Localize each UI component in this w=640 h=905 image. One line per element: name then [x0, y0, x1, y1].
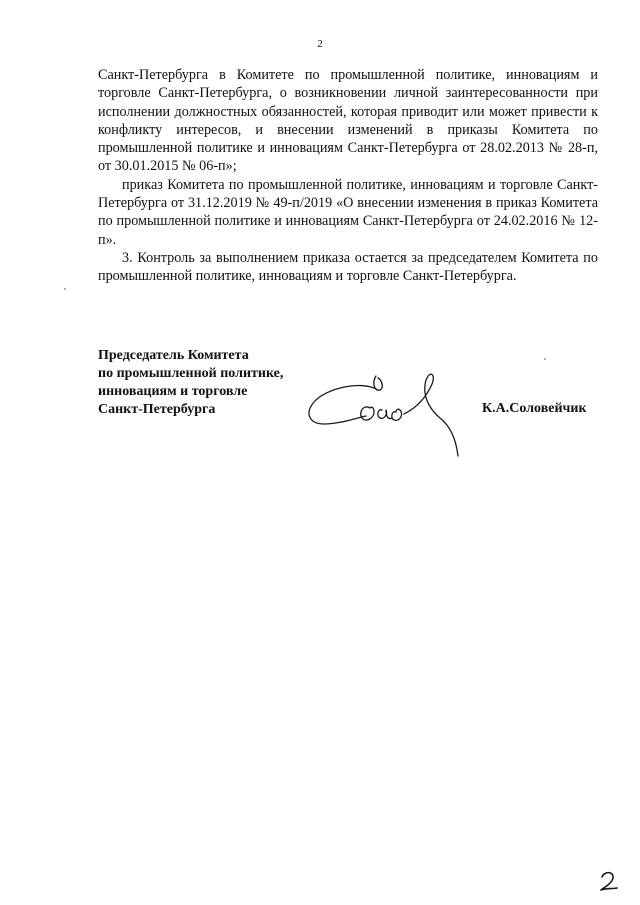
handwritten-signature: [300, 368, 480, 464]
signatory-name: К.А.Соловейчик: [482, 401, 587, 416]
page-number: 2: [317, 38, 323, 50]
handwritten-page-mark: [596, 868, 622, 894]
signatory-title-line: Санкт-Петербурга: [98, 402, 216, 417]
document-body: [98, 66, 598, 286]
scan-artifact: [544, 358, 546, 360]
signatory-title-block: [98, 347, 283, 419]
signatory-title-line: по промышленной политике,: [98, 366, 284, 381]
paragraph-order-reference: приказ Комитета по промышленной политике, инновациям и торговле Санкт-Петербурга от 31.12.2019 № 49-п/2019 «О внесении изменения в приказ Комитета по промышленной политике и инновациям Санкт-Петербурга от 24.02.2016 № 12-п».: [98, 176, 598, 248]
scan-artifact: [64, 288, 66, 290]
signatory-title-line: Председатель Комитета: [98, 348, 249, 363]
signatory-title-line: инновациям и торговле: [98, 384, 248, 399]
paragraph-control-clause: 3. Контроль за выполнением приказа остается за председателем Комитета по промышленной политике, инновациям и торговле Санкт-Петербурга.: [98, 249, 598, 285]
paragraph-continuation: Санкт-Петербурга в Комитете по промышленной политике, инновациям и торговле Санкт-Петербурга, о возникновении личной заинтересованности при исполнении должностных обязанностей, которая приводит или может привести к конфликту интересов, и внесении изменений в приказы Комитета по промышленной политике и инновациям Санкт-Петербурга от 28.02.2013 № 28-п, от 30.01.2015 № 06-п»;: [98, 67, 598, 175]
